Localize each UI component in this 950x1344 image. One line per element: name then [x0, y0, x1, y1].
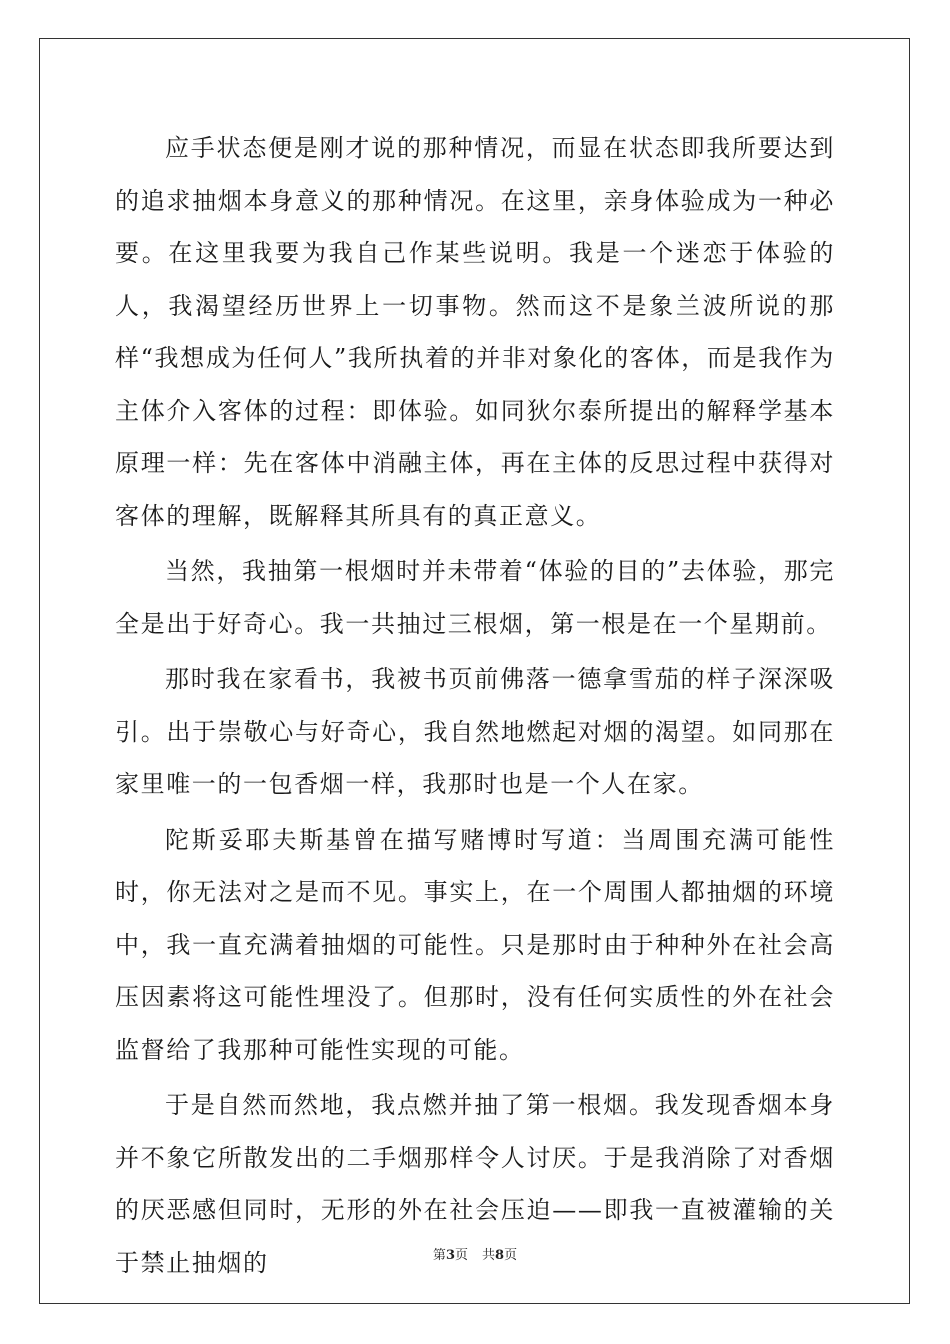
total-page-number: 8 — [495, 1248, 505, 1263]
total-prefix: 共 — [482, 1248, 496, 1263]
paragraph: 那时我在家看书，我被书页前佛落一德拿雪茄的样子深深吸引。出于崇敬心与好奇心，我自然地燃起对烟的渴望。如同那在家里唯一的一包香烟一样，我那时也是一个人在家。 — [115, 665, 835, 798]
page-footer — [0, 1244, 950, 1263]
current-page-number: 3 — [445, 1248, 455, 1263]
page-number — [433, 1248, 468, 1263]
document-body — [115, 122, 835, 1292]
paragraph: 当然，我抽第一根烟时并未带着“体验的目的”去体验，那完全是出于好奇心。我一共抽过三根烟，第一根是在一个星期前。 — [115, 557, 835, 638]
paragraph: 陀斯妥耶夫斯基曾在描写赌博时写道：当周围充满可能性时，你无法对之是而不见。事实上，在一个周围人都抽烟的环境中，我一直充满着抽烟的可能性。只是那时由于种种外在社会高压因素将这可能性埋没了。但那时，没有任何实质性的外在社会监督给了我那种可能性实现的可能。 — [115, 825, 835, 1064]
total-suffix: 页 — [504, 1248, 518, 1263]
paragraph: 于是自然而然地，我点燃并抽了第一根烟。我发现香烟本身并不象它所散发出的二手烟那样令人讨厌。于是我消除了对香烟的厌恶感但同时，无形的外在社会压迫——即我一直被灌输的关于禁止抽烟的 — [115, 1091, 835, 1277]
page-prefix: 第 — [432, 1248, 446, 1263]
page-suffix: 页 — [454, 1248, 468, 1263]
paragraph: 应手状态便是刚才说的那种情况，而显在状态即我所要达到的追求抽烟本身意义的那种情况。在这里，亲身体验成为一种必要。在这里我要为我自己作某些说明。我是一个迷恋于体验的人，我渴望经历世界上一切事物。然而这不是象兰波所说的那样“我想成为任何人”我所执着的并非对象化的客体，而是我作为主体介入客体的过程：即体验。如同狄尔泰所提出的解释学基本原理一样：先在客体中消融主体，再在主体的反思过程中获得对客体的理解，既解释其所具有的真正意义。 — [115, 134, 835, 530]
total-pages — [482, 1248, 517, 1263]
